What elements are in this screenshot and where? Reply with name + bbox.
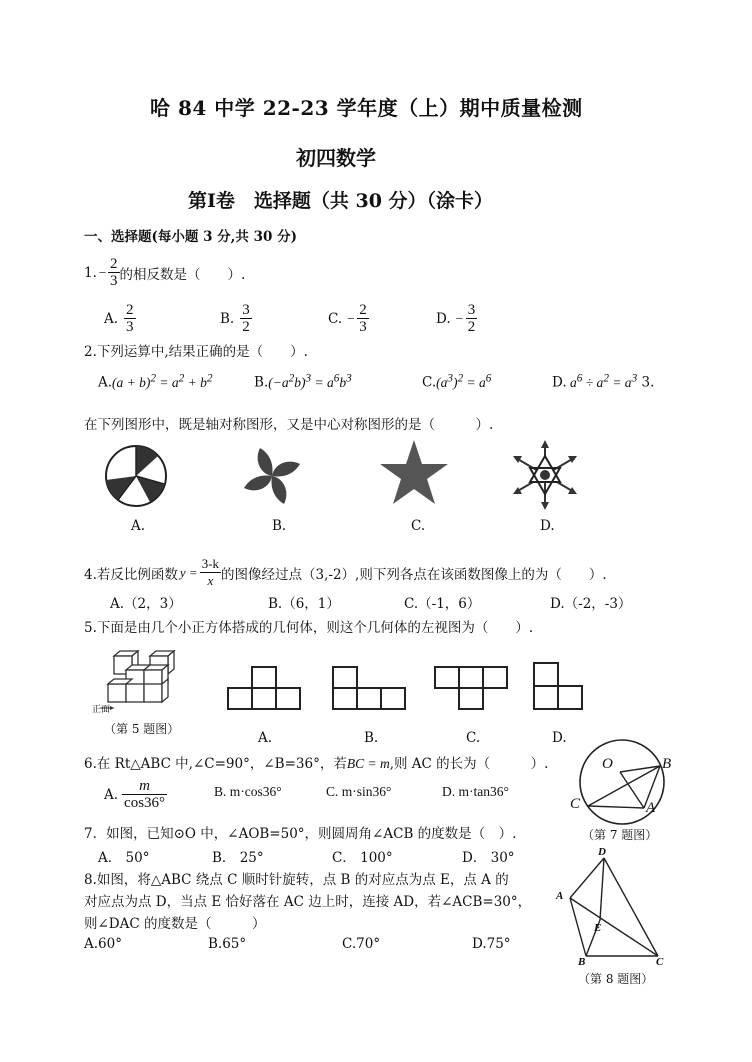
q2-option-c-math: $(a^3)^2 = a^6$ <box>436 372 492 390</box>
q2-option-a[interactable] <box>98 372 213 391</box>
q5-option-b-figure[interactable] <box>333 666 405 710</box>
question-2: 2.下列运算中,结果正确的是（ ）. <box>84 344 308 360</box>
q8-label-d: D <box>598 846 606 858</box>
q2-option-a-label: A. <box>98 374 113 391</box>
q1-option-a-frac <box>124 302 136 335</box>
q1-number: 1. <box>84 264 97 281</box>
q4-option-c[interactable]: C.（-1，6） <box>404 596 481 612</box>
q6-text-a: 6.在 Rt△ABC 中,∠C=90°，∠B=36°，若 <box>84 756 347 772</box>
q5-label-c: C. <box>466 730 481 746</box>
subject-title: 初四数学 <box>296 146 376 170</box>
q6-option-d[interactable]: D. m·tan36° <box>442 784 509 799</box>
q7-caption: （第 7 题图） <box>582 828 658 842</box>
q1-option-c-label: C. <box>328 310 343 327</box>
q4-frac-den: x <box>207 573 214 588</box>
q1-minus: − <box>97 264 108 280</box>
q1-option-d-sign: − <box>454 310 464 326</box>
q8-label-b: B <box>578 956 586 968</box>
q8-caption: （第 8 题图） <box>578 972 654 986</box>
question-4 <box>84 556 607 589</box>
q8-option-d[interactable]: D.75° <box>472 936 511 952</box>
q6-option-a[interactable] <box>104 778 167 811</box>
q3-figure-a[interactable] <box>104 444 168 508</box>
question-8-line-2: 对应点为点 D，当点 E 恰好落在 AC 边上时，连接 AD，若∠ACB=30°， <box>84 894 532 910</box>
q1-option-c-num: 2 <box>359 302 367 318</box>
q6-option-a-frac <box>122 778 167 811</box>
q7-option-d[interactable]: D． 30° <box>462 850 515 866</box>
q6-option-a-den: cos36° <box>124 795 166 811</box>
q8-label-e: E <box>594 922 602 934</box>
q1-frac-num: 2 <box>110 256 118 272</box>
q6-text-b: ,则 AC 的长为（ ）. <box>389 756 549 772</box>
q7-option-a[interactable]: A． 50° <box>98 850 150 866</box>
question-5: 5.下面是由几个小正方体搭成的几何体，则这个几何体的左视图为（ ）. <box>84 620 534 636</box>
q1-option-d-den: 2 <box>467 319 476 335</box>
q1-text: 的相反数是（ ）. <box>119 266 246 283</box>
q4-frac-num: 3-k <box>201 556 220 571</box>
q4-fraction <box>200 556 221 589</box>
q5-caption: （第 5 题图） <box>104 722 180 736</box>
q1-option-b-frac <box>240 302 252 335</box>
q6-option-a-label: A. <box>104 786 119 803</box>
q3-label-b: B. <box>272 518 287 534</box>
q5-option-a-figure[interactable] <box>228 666 300 710</box>
q4-suffix: 的图像经过点（3,-2）,则下列各点在该函数图像上的为（ ）. <box>221 566 607 583</box>
q7-option-c[interactable]: C． 100° <box>332 850 393 866</box>
question-8-line-1: 8.如图，将△ABC 绕点 C 顺时针旋转，点 B 的对应点为点 E，点 A 的 <box>84 872 509 888</box>
q3-label-c: C. <box>411 518 426 534</box>
q2-option-b-label: B. <box>254 374 269 391</box>
q2-option-c-label: C. <box>422 374 437 391</box>
q4-option-a[interactable]: A.（2，3） <box>110 596 182 612</box>
question-3: 在下列图形中，既是轴对称图形，又是中心对称图形的是（ ）. <box>84 417 494 433</box>
q5-label-b: B. <box>364 730 379 746</box>
q7-label-o: O <box>602 756 613 772</box>
q1-option-b[interactable] <box>220 302 252 335</box>
q2-option-d-math: $a^6 \div a^2 = a^3$ <box>566 372 638 390</box>
q8-option-c[interactable]: C.70° <box>342 936 381 952</box>
q1-option-c-den: 3 <box>359 319 367 335</box>
q1-option-d[interactable] <box>436 302 477 335</box>
question-1 <box>84 256 245 289</box>
q1-option-a-label: A. <box>104 310 119 327</box>
q3-figure-d[interactable] <box>508 438 582 512</box>
q6-option-b[interactable]: B. m·cos36° <box>214 784 282 799</box>
q2-option-a-math: $(a + b)^2 = a^2 + b^2$ <box>112 372 213 390</box>
q4-y: y = <box>179 564 198 580</box>
q1-option-c[interactable] <box>328 302 369 335</box>
q2-option-d[interactable] <box>552 372 654 391</box>
exam-title: 哈 84 中学 22-23 学年度（上）期中质量检测 <box>150 96 583 120</box>
q5-label-d: D. <box>552 730 567 746</box>
q2-option-b[interactable] <box>254 372 352 391</box>
q1-option-d-num: 3 <box>467 302 476 318</box>
q8-triangle-figure <box>562 852 672 964</box>
q7-label-b: B <box>662 756 672 772</box>
q5-option-d-figure[interactable] <box>534 662 582 710</box>
q5-option-c-figure[interactable] <box>435 666 507 710</box>
q8-label-c: C <box>656 956 664 968</box>
q3-figure-b[interactable] <box>240 444 304 508</box>
section-heading: 一、选择题(每小题 3 分,共 30 分) <box>84 229 297 245</box>
q2-trailing-number: 3. <box>641 374 655 391</box>
q2-option-c[interactable] <box>422 372 491 391</box>
question-7: 7．如图，已知⊙O 中，∠AOB=50°，则圆周角∠ACB 的度数是（ ）. <box>84 826 517 842</box>
q6-option-a-num: m <box>122 778 167 795</box>
q1-option-a-num: 2 <box>126 302 134 318</box>
q5-label-a: A. <box>258 730 273 746</box>
q7-circle-figure <box>568 736 678 832</box>
q1-option-b-num: 3 <box>242 302 250 318</box>
q1-option-d-frac <box>466 302 478 335</box>
q3-label-a: A. <box>131 518 146 534</box>
q1-frac-den: 3 <box>110 273 118 289</box>
q2-option-b-math: $(-a^2b)^3 = a^6b^3$ <box>268 372 352 390</box>
q8-option-a[interactable]: A.60° <box>84 936 122 952</box>
q1-option-c-sign: − <box>346 310 356 326</box>
q1-option-a[interactable] <box>104 302 136 335</box>
q7-label-c: C <box>570 796 581 812</box>
q4-prefix: 4.若反比例函数 <box>84 566 178 583</box>
q3-label-d: D. <box>540 518 555 534</box>
q5-solid-figure <box>100 650 192 714</box>
question-8-line-3: 则∠DAC 的度数是（ ） <box>84 916 266 932</box>
q5-front-label: 正面 <box>92 705 111 715</box>
q1-option-b-label: B. <box>220 310 235 327</box>
q1-option-b-den: 2 <box>242 319 250 335</box>
q8-label-a: A <box>556 890 564 902</box>
q4-option-d[interactable]: D.（-2，-3） <box>550 596 632 612</box>
q4-option-b[interactable]: B.（6，1） <box>268 596 340 612</box>
q1-option-c-frac <box>357 302 369 335</box>
q1-fraction <box>108 256 120 289</box>
q7-label-a: A <box>646 800 656 816</box>
q1-option-a-den: 3 <box>126 319 134 335</box>
part-title: 第Ⅰ卷 选择题（共 30 分）（涂卡） <box>188 190 494 212</box>
question-6 <box>84 752 548 772</box>
q8-option-b[interactable]: B.65° <box>208 936 247 952</box>
q6-bc: BC = m <box>346 756 390 771</box>
q1-option-d-label: D. <box>436 310 451 327</box>
q2-option-d-label: D. <box>552 374 567 391</box>
q6-option-c[interactable]: C. m·sin36° <box>326 784 392 799</box>
q7-option-b[interactable]: B． 25° <box>212 850 264 866</box>
q3-figure-c[interactable] <box>378 438 450 508</box>
